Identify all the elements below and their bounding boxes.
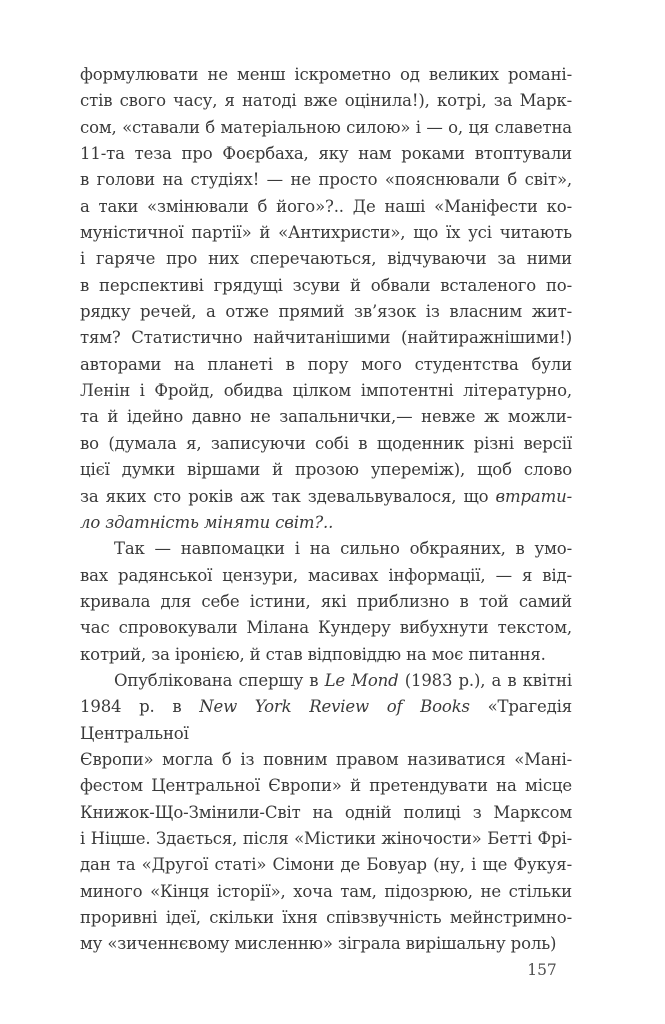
text-line: [80, 536, 572, 562]
text-line: [80, 141, 572, 167]
text-segment: 1984 р. в: [80, 697, 200, 717]
text-segment: та й ідейно давно не запальнички,— невже ж можли-: [80, 407, 572, 427]
text-line: [80, 325, 572, 351]
text-line: [80, 642, 572, 668]
italic-text-segment: New York Review of Books: [199, 697, 470, 717]
text-segment: во (думала я, записуючи собі в щоденник різні версії: [80, 433, 572, 453]
text-block: [80, 62, 572, 958]
text-line: [80, 826, 572, 852]
text-segment: Ленін і Фройд, обидва цілком імпотентні літературно,: [80, 381, 572, 401]
text-segment: авторами на планеті в пору мого студентства були: [80, 354, 572, 374]
text-line: [80, 931, 572, 957]
text-line: [80, 589, 572, 615]
italic-text-segment: Le Mond: [324, 670, 399, 690]
paragraph: [80, 536, 572, 668]
text-line: [80, 668, 572, 694]
paragraph: [80, 668, 572, 958]
text-line: [80, 563, 572, 589]
text-line: [80, 800, 572, 826]
text-segment: рядку речей, а отже прямий зв’язок із власним жит-: [80, 302, 572, 322]
text-segment: вах радянської цензури, масивах інформації, — я від-: [80, 565, 572, 585]
text-segment: Опублікована спершу в: [114, 670, 325, 690]
text-segment: му «зиченнєвому мисленню» зіграла вирішальну роль): [80, 934, 557, 954]
text-segment: а таки «змінювали б його»?.. Де наші «Маніфести ко-: [80, 196, 572, 216]
text-line: [80, 378, 572, 404]
text-line: [80, 273, 572, 299]
text-segment: Європи» могла б із повним правом називатися «Мані-: [80, 749, 572, 769]
text-line: [80, 194, 572, 220]
text-line: [80, 352, 572, 378]
text-line: [80, 694, 572, 747]
text-segment: миного «Кінця історії», хоча там, підозрюю, не стільки: [80, 881, 572, 901]
text-segment: в перспективі грядущі зсуви й обвали всталеного по-: [80, 275, 572, 295]
text-segment: проривні ідеї, скільки їхня співзвучність мейнстримно-: [80, 908, 572, 927]
text-segment: час спровокували Мілана Кундеру вибухнути текстом,: [80, 618, 572, 638]
text-line: [80, 747, 572, 773]
text-line: [80, 879, 572, 905]
italic-text-segment: втрати-: [495, 486, 572, 506]
text-segment: сом, «ставали б матеріальною силою» і — о, ця славетна: [80, 117, 572, 137]
text-line: [80, 615, 572, 641]
text-segment: і Ніцше. Здається, після «Містики жіночости» Бетті Фрі-: [80, 828, 572, 848]
text-line: [80, 299, 572, 325]
text-segment: «Трагедія Центральної: [80, 697, 572, 743]
text-segment: Так — навпомацки і на сильно обкраяних, в умо-: [114, 539, 572, 559]
text-segment: 11-та теза про Фоєрбаха, яку нам роками втоптували: [80, 144, 572, 164]
text-line: [80, 167, 572, 193]
text-line: [80, 246, 572, 272]
text-segment: дан та «Другої статі» Сімони де Бовуар (ну, і ще Фукуя-: [80, 855, 572, 875]
text-segment: в голови на студіях! — не просто «пояснювали б світ»,: [80, 170, 572, 190]
text-segment: муністичної партії» й «Антихристи», що їх усі читають: [80, 223, 572, 243]
text-segment: і гаряче про них сперечаються, відчуваючи за ними: [80, 249, 572, 269]
text-segment: котрий, за іронією, й став відповіддю на моє питання.: [80, 644, 546, 664]
text-line: [80, 905, 572, 931]
text-segment: стів свого часу, я натоді вже оцінила!), котрі, за Марк-: [80, 91, 572, 111]
text-line: [80, 88, 572, 114]
text-segment: тям? Статистично найчитанішими (найтиражнішими!): [80, 328, 572, 348]
text-segment: цієї думки віршами й прозою упереміж), щоб слово: [80, 460, 572, 480]
page-number: 157: [527, 961, 557, 979]
text-segment: Книжок-Що-Змінили-Світ на одній полиці з Марксом: [80, 802, 572, 822]
text-line: [80, 484, 572, 510]
text-line: [80, 431, 572, 457]
text-segment: (1983 р.), а в квітні: [398, 670, 572, 690]
text-segment: формулювати не менш іскрометно од великих романі-: [80, 65, 572, 84]
text-line: [80, 115, 572, 141]
text-line: [80, 220, 572, 246]
italic-text-segment: ло здатність міняти світ?..: [80, 512, 334, 532]
text-line: [80, 510, 572, 536]
text-line: [80, 852, 572, 878]
text-segment: фестом Центральної Європи» й претендувати на місце: [80, 776, 572, 796]
text-line: [80, 404, 572, 430]
text-line: [80, 773, 572, 799]
text-segment: за яких сто років аж так здевальвувалося, що: [80, 486, 496, 506]
text-line: [80, 457, 572, 483]
text-segment: кривала для себе істини, які приблизно в той самий: [80, 591, 572, 611]
paragraph: [80, 62, 572, 536]
text-line: [80, 62, 572, 88]
